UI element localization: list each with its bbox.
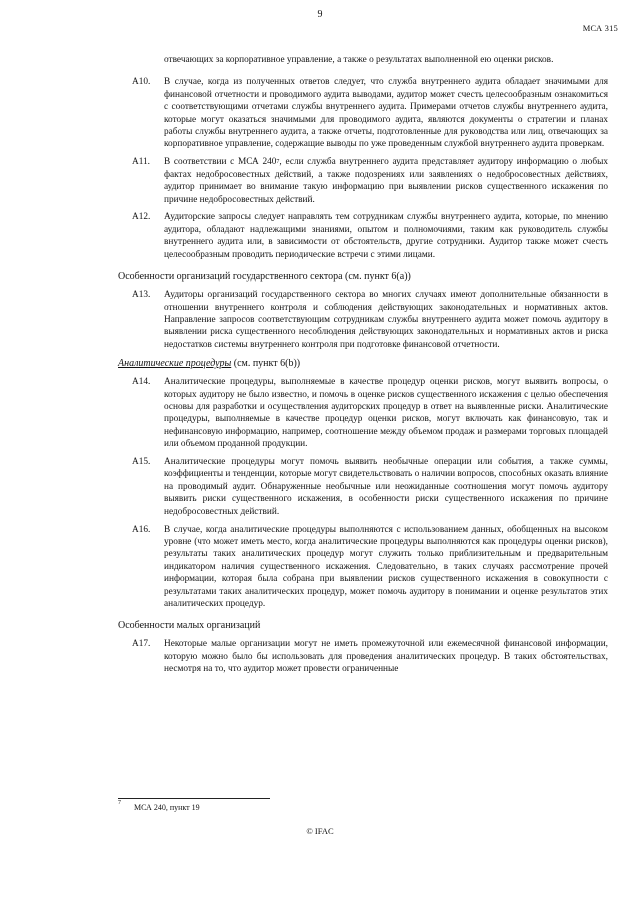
paragraph-a11 (118, 156, 608, 206)
footnote-separator (118, 798, 270, 799)
footnote-reference: 7 (276, 158, 280, 165)
section-heading-public-sector: Особенности организаций государственного сектора (см. пункт 6(a)) (118, 271, 411, 283)
paragraph-number: A16. (132, 524, 151, 535)
paragraph-number: A10. (132, 77, 151, 88)
document-body (118, 54, 608, 681)
paragraph-text: Аудиторы организаций государственного сектора во многих случаях имеют дополнительные обязанности в отношении внутреннего контроля и соблюдения действующих законодательных и нормативных актов. Направление запросов соответствующим сотрудникам службы внутреннего аудита может помочь аудитору в выявлении риска существенного несоблюдения действующих законодательных и нормативных актов и риска недостатков системы внутреннего контроля при подготовке финансовой отчетности. (164, 290, 608, 350)
paragraph-text: В случае, когда из полученных ответов следует, что служба внутреннего аудита обладает значимыми для финансовой отчетности и проводимого аудита выводами, аудитор может счесть целесообразным ознакомиться с соответствующими отчетами службы внутреннего аудита. Примерами отчетов службы внутреннего аудита, которые могут оказаться значимыми для проводимого аудита, являются документы о стратегии и планах работы службы внутреннего аудита, а также отчеты, подготовленные для руководства или лиц, отвечающих за корпоративное управление, содержащие выводы по уже проведенным службой внутреннего аудита проверкам. (164, 77, 608, 150)
heading-reference: (см. пункт 6(b)) (231, 358, 301, 370)
footnote-number: 7 (118, 800, 121, 806)
paragraph-number: A11. (132, 157, 150, 168)
section-heading-analytical-procedures (118, 357, 608, 370)
paragraph-text-end: , если служба внутреннего аудита представляет аудитору информацию о любых фактах недобросовестных действий, а также подозрениях или заявлениях о недобросовестных действиях, аудитор принимает во внимание такую информацию при выявлении рисков существенного искажения по причине недобросовестных действий. (164, 157, 608, 205)
paragraph-a15 (118, 456, 608, 518)
paragraph-number: A13. (132, 290, 151, 301)
page-number: 9 (317, 9, 323, 20)
paragraph-a12 (118, 211, 608, 261)
document-code: МСА 315 (582, 23, 618, 33)
paragraph-number: A17. (132, 639, 151, 650)
paragraph-text: Некоторые малые организации могут не иметь промежуточной или ежемесячной финансовой информации, которую можно было бы использовать для проведения аналитических процедур. В таких обстоятельствах, несмотря на то, что аудитор может провести ограниченные (164, 639, 608, 675)
page-footer: © IFAC (306, 826, 334, 836)
paragraph-number: A14. (132, 377, 151, 388)
paragraph-text: Аудиторские запросы следует направлять тем сотрудникам службы внутреннего аудита, которые, по мнению аудитора, обладают надлежащими знаниями, опытом и полномочиями, таким как руководитель службы внутреннего аудита или, в зависимости от обстоятельств, другие сотрудники. Аудитор также может счесть целесообразным проводить периодические встречи с этими лицами. (164, 212, 608, 260)
paragraph-a13 (118, 289, 608, 351)
paragraph-a16 (118, 524, 608, 611)
footnote-text: МСА 240, пункт 19 (134, 803, 200, 812)
paragraph-number: A12. (132, 212, 151, 223)
continued-paragraph: отвечающих за корпоративное управление, а также о результатах выполненной ею оценки рисков. (164, 55, 554, 65)
heading-italic-part: Аналитические процедуры (118, 358, 232, 370)
paragraph-text: Аналитические процедуры могут помочь выявить необычные операции или события, а также суммы, коэффициенты и тенденции, которые могут свидетельствовать о наличии вопросов, способных оказать влияние на проводимый аудит. Обнаруженные необычные или неожиданные соотношения могут помочь аудитору выявить риски существенного искажения, в особенности риски существенного искажения по причине недобросовестных действий. (164, 457, 608, 517)
paragraph-a10 (118, 76, 608, 150)
paragraph-number: A15. (132, 457, 151, 468)
paragraph-a17 (118, 638, 608, 675)
paragraph-text: В случае, когда аналитические процедуры выполняются с использованием данных, обобщенных на высоком уровне (что может иметь место, когда аналитические процедуры выполняются как процедуры оценки рисков), результаты таких аналитических процедур могут служить только приблизительным и предварительным индикатором наличия существенного искажения. Следовательно, в таких случаях рассмотрение прочей информации, которая была собрана при выявлении рисков существенного искажения в совокупности с результатами таких аналитических процедур, может помочь аудитору в понимании и оценке результатов этих аналитических процедур. (164, 524, 608, 610)
paragraph-text: Аналитические процедуры, выполняемые в качестве процедур оценки рисков, могут выявить вопросы, о которых аудитору не было известно, и помочь в оценке рисков существенного искажения с целью обеспечения основы для разработки и осуществления аудиторских процедур в ответ на выявленные риски. Аналитические процедуры, выполняемые в качестве процедур оценки рисков, могут включать как финансовую, так и нефинансовую информацию, например, соотношение между объемом продаж и размерами торговых площадей или объемом проданной продукции. (164, 377, 608, 450)
footnote (118, 800, 200, 812)
paragraph-a14 (118, 376, 608, 450)
paragraph-text-start: В соответствии с МСА 240 (164, 157, 277, 168)
section-heading-small-entities: Особенности малых организаций (118, 620, 261, 632)
